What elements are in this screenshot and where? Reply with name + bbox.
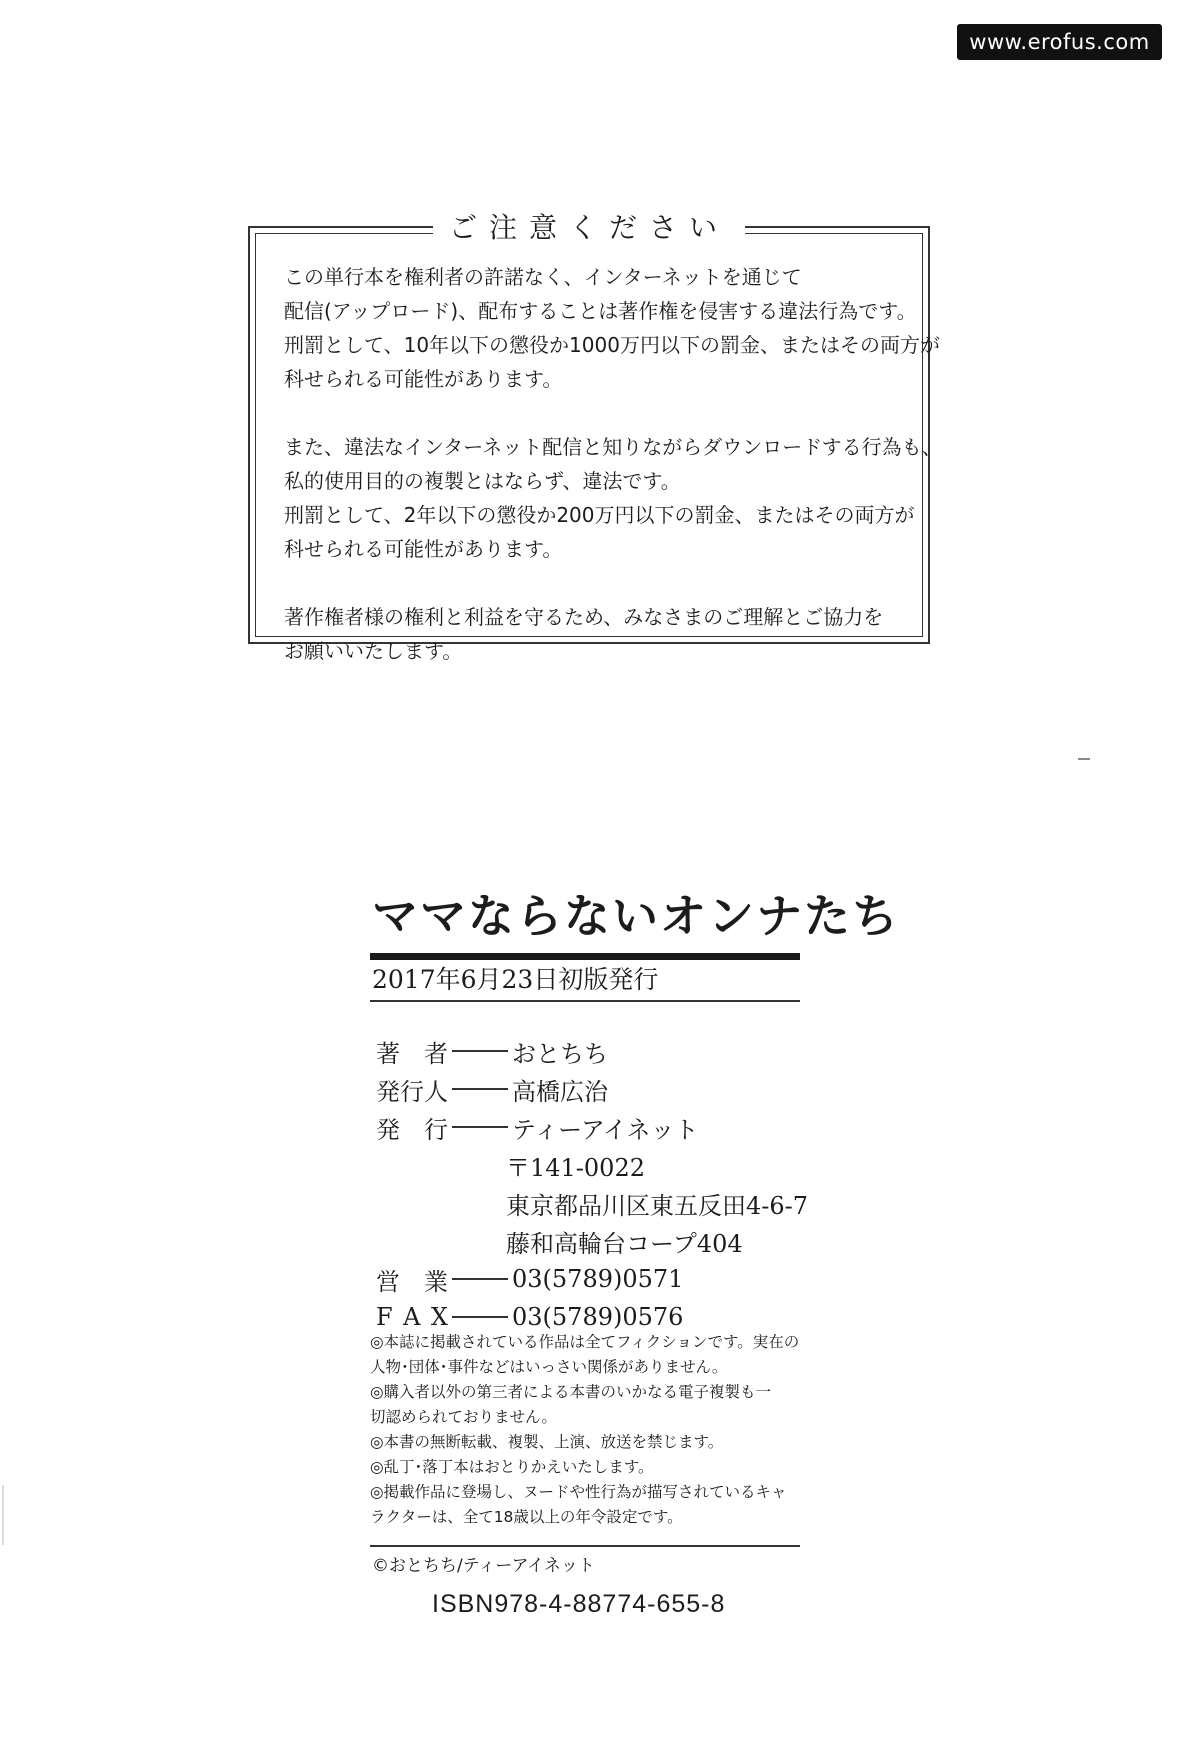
fax-label: F A X bbox=[376, 1303, 448, 1331]
notice-line: この単行本を権利者の許諾なく、インターネットを通じて bbox=[284, 265, 802, 289]
notice-line: 配信(アップロード)、配布することは著作権を侵害する違法行為です。 bbox=[284, 299, 917, 323]
notice-line: 著作権者様の権利と利益を守るため、みなさまのご理解とご協力を bbox=[284, 605, 884, 629]
postal-code: 〒141-0022 bbox=[506, 1153, 645, 1182]
note-line: ◎掲載作品に登場し、ヌードや性行為が描写されているキャ bbox=[370, 1483, 787, 1501]
publisher-name: ティーアイネット bbox=[512, 1115, 699, 1144]
sales-phone: 03(5789)0571 bbox=[512, 1265, 684, 1293]
notice-line: 刑罰として、2年以下の懲役か200万円以下の罰金、またはその両方が bbox=[284, 503, 915, 527]
notice-line: お願いいたします。 bbox=[284, 639, 463, 663]
publication-date: 2017年6月23日初版発行 bbox=[372, 965, 659, 994]
notice-line: 刑罰として、10年以下の懲役か1000万円以下の罰金、またはその両方が bbox=[284, 333, 940, 357]
note-line: 人物･団体･事件などはいっさい関係がありません。 bbox=[370, 1358, 728, 1376]
scan-speck bbox=[1078, 758, 1090, 760]
note-line: ◎本書の無断転載、複製、上演、放送を禁じます。 bbox=[370, 1433, 724, 1451]
notice-line: 科せられる可能性があります。 bbox=[284, 537, 563, 561]
note-line: 切認められておりません。 bbox=[370, 1408, 557, 1426]
book-title: ママならないオンナたち bbox=[372, 889, 900, 943]
leader-dash bbox=[452, 1126, 508, 1128]
notice-line: また、違法なインターネット配信と知りながらダウンロードする行為も、 bbox=[284, 435, 942, 459]
notice-paragraph bbox=[284, 260, 940, 396]
notice-body bbox=[284, 260, 942, 668]
notice-line: 私的使用目的の複製とはならず、違法です。 bbox=[284, 469, 681, 493]
address-line-1: 東京都品川区東五反田4-6-7 bbox=[506, 1191, 809, 1220]
leader-dash bbox=[452, 1050, 508, 1052]
publisher-person-name: 高橋広治 bbox=[512, 1077, 608, 1106]
notice-paragraph bbox=[284, 600, 904, 668]
leader-dash bbox=[452, 1088, 508, 1090]
note-line: ラクターは、全て18歳以上の年令設定です。 bbox=[370, 1508, 683, 1526]
author-name: おとちち bbox=[512, 1039, 608, 1068]
notes-rule bbox=[370, 1545, 800, 1547]
address-line-2: 藤和高輪台コープ404 bbox=[506, 1229, 743, 1258]
notice-paragraph bbox=[284, 430, 942, 566]
leader-dash bbox=[452, 1316, 508, 1318]
leader-dash bbox=[452, 1278, 508, 1280]
scan-edge-mark bbox=[2, 1485, 4, 1545]
publisher-label: 発 行 bbox=[376, 1115, 448, 1144]
copyright-line: ©おとちち/ティーアイネット bbox=[372, 1556, 595, 1576]
notice-line: 科せられる可能性があります。 bbox=[284, 367, 563, 391]
publisher-person-row bbox=[376, 1070, 816, 1108]
notice-title: ご注意ください bbox=[433, 208, 745, 248]
title-rule bbox=[370, 953, 800, 960]
note-line: ◎乱丁･落丁本はおとりかえいたします。 bbox=[370, 1458, 654, 1476]
note-line: ◎購入者以外の第三者による本書のいかなる電子複製も一 bbox=[370, 1383, 772, 1401]
author-label: 著 者 bbox=[376, 1039, 448, 1068]
date-rule bbox=[370, 1000, 800, 1002]
publisher-row bbox=[376, 1108, 816, 1146]
colophon-info bbox=[376, 1032, 816, 1336]
isbn: ISBN978-4-88774-655-8 bbox=[432, 1590, 726, 1618]
note-line: ◎本誌に掲載されている作品は全てフィクションです。実在の bbox=[370, 1333, 800, 1351]
watermark-logo: www.erofus.com bbox=[957, 24, 1162, 60]
author-row bbox=[376, 1032, 816, 1070]
publisher-person-label: 発行人 bbox=[376, 1077, 448, 1106]
legal-notes bbox=[370, 1330, 810, 1530]
copyright-notice-box bbox=[248, 211, 942, 663]
sales-row bbox=[376, 1260, 816, 1298]
sales-label: 営 業 bbox=[376, 1267, 448, 1296]
fax-number: 03(5789)0576 bbox=[512, 1303, 684, 1331]
